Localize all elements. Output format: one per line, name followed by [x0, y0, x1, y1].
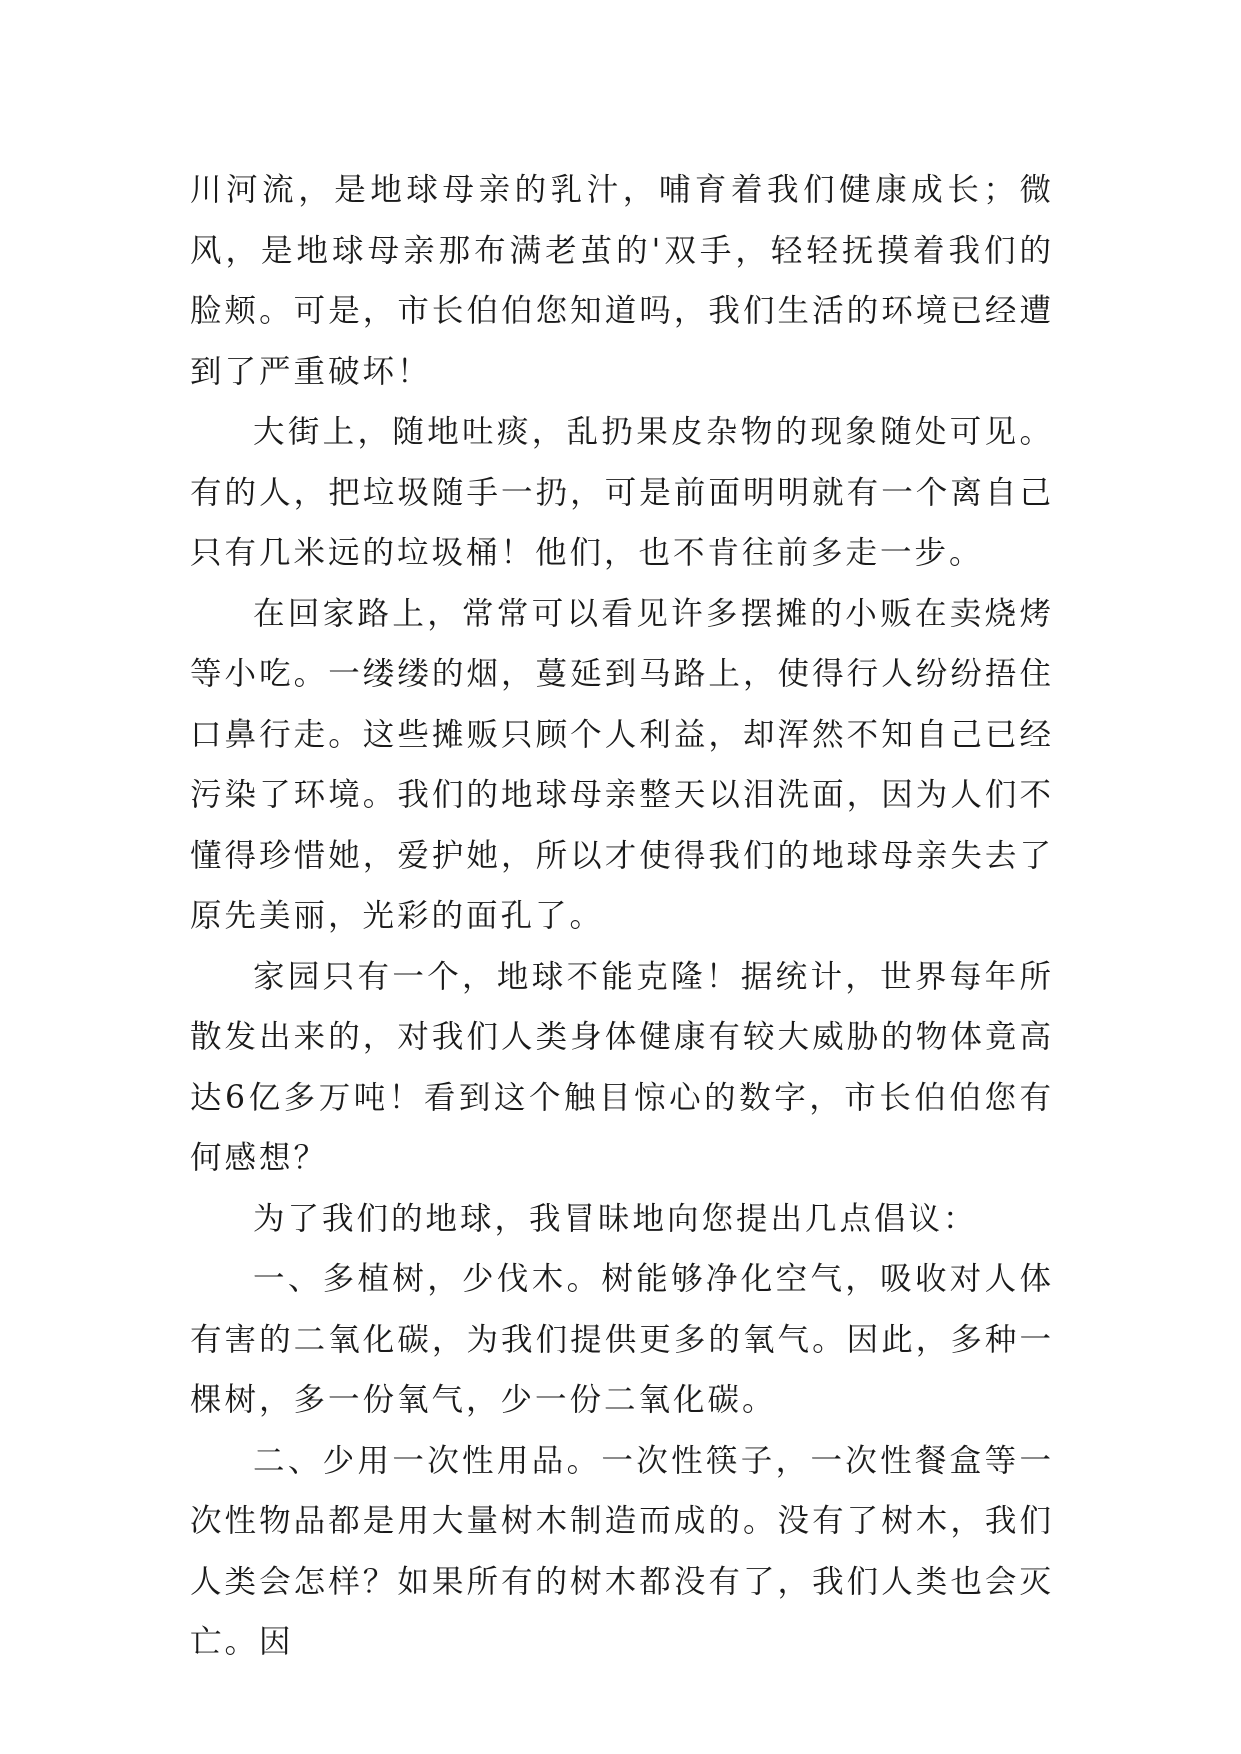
- paragraph-6: 一、多植树，少伐木。树能够净化空气，吸收对人体有害的二氧化碳，为我们提供更多的氧气。因此，多种一棵树，多一份氧气，少一份二氧化碳。: [190, 1261, 1054, 1418]
- paragraph-7: 二、少用一次性用品。一次性筷子，一次性餐盒等一次性物品都是用大量树木制造而成的。没有了树木，我们人类会怎样？如果所有的树木都没有了，我们人类也会灭亡。因: [190, 1442, 1054, 1660]
- paragraph-1: 川河流，是地球母亲的乳汁，哺育着我们健康成长；微风，是地球母亲那布满老茧的'双手，轻轻抚摸着我们的脸颊。可是，市长伯伯您知道吗，我们生活的环境已经遭到了严重破坏！: [190, 172, 1054, 390]
- paragraph-5: 为了我们的地球，我冒昧地向您提出几点倡议：: [253, 1200, 978, 1237]
- document-body: [190, 160, 1054, 1673]
- paragraph-2: 大街上，随地吐痰，乱扔果皮杂物的现象随处可见。有的人，把垃圾随手一扔，可是前面明明就有一个离自己只有几米远的垃圾桶！他们，也不肯往前多走一步。: [190, 414, 1054, 571]
- paragraph-3: 在回家路上，常常可以看见许多摆摊的小贩在卖烧烤等小吃。一缕缕的烟，蔓延到马路上，使得行人纷纷捂住口鼻行走。这些摊贩只顾个人利益，却浑然不知自己已经污染了环境。我们的地球母亲整天以泪洗面，因为人们不懂得珍惜她，爱护她，所以才使得我们的地球母亲失去了原先美丽，光彩的面孔了。: [190, 595, 1054, 934]
- paragraph-4: 家园只有一个，地球不能克隆！据统计，世界每年所散发出来的，对我们人类身体健康有较大威胁的物体竟高达6亿多万吨！看到这个触目惊心的数字，市长伯伯您有何感想？: [190, 958, 1054, 1176]
